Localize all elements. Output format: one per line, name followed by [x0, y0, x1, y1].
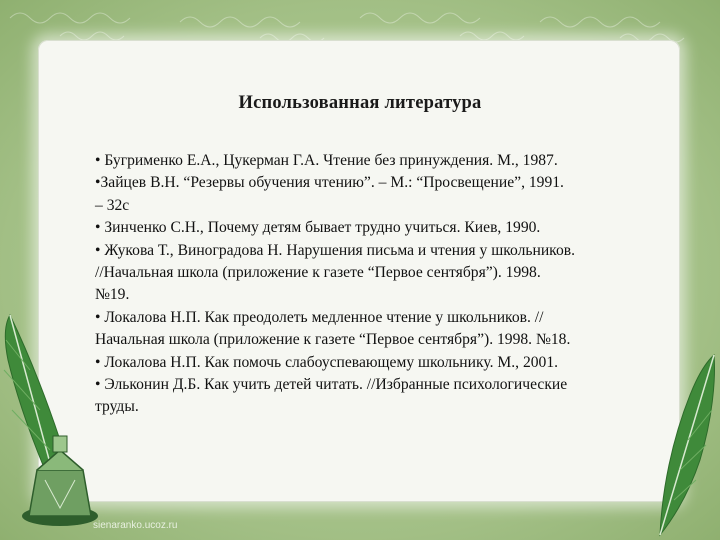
reference-line: •Зайцев В.Н. “Резервы обучения чтению”. – М.: “Просвещение”, 1991. — [95, 174, 564, 192]
page-title: Использованная литература — [238, 93, 482, 113]
reference-line: – 32с — [95, 196, 130, 214]
reference-line: №19. — [95, 286, 130, 304]
reference-line: //Начальная школа (приложение к газете “Первое сентября”). 1998. — [95, 264, 541, 282]
footer-site-label: sienaranko.ucoz.ru — [93, 520, 178, 531]
reference-line: • Эльконин Д.Б. Как учить детей читать. //Избранные психологические — [95, 376, 568, 394]
reference-line: • Зинченко С.Н., Почему детям бывает трудно учиться. Киев, 1990. — [95, 219, 541, 237]
reference-line: труды. — [95, 398, 139, 416]
reference-line: Начальная школа (приложение к газете “Первое сентября”). 1998. №18. — [95, 331, 571, 349]
reference-line: • Жукова Т., Виноградова Н. Нарушения письма и чтения у школьников. — [95, 241, 576, 259]
reference-line: • Бугрименко Е.А., Цукерман Г.А. Чтение без принуждения. М., 1987. — [95, 152, 558, 169]
inkwell-icon — [15, 420, 105, 530]
reference-list — [95, 150, 675, 419]
feather-icon — [640, 350, 720, 540]
reference-line: • Локалова Н.П. Как помочь слабоуспевающему школьнику. М., 2001. — [95, 353, 559, 371]
reference-line: • Локалова Н.П. Как преодолеть медленное чтение у школьников. // — [95, 308, 544, 326]
